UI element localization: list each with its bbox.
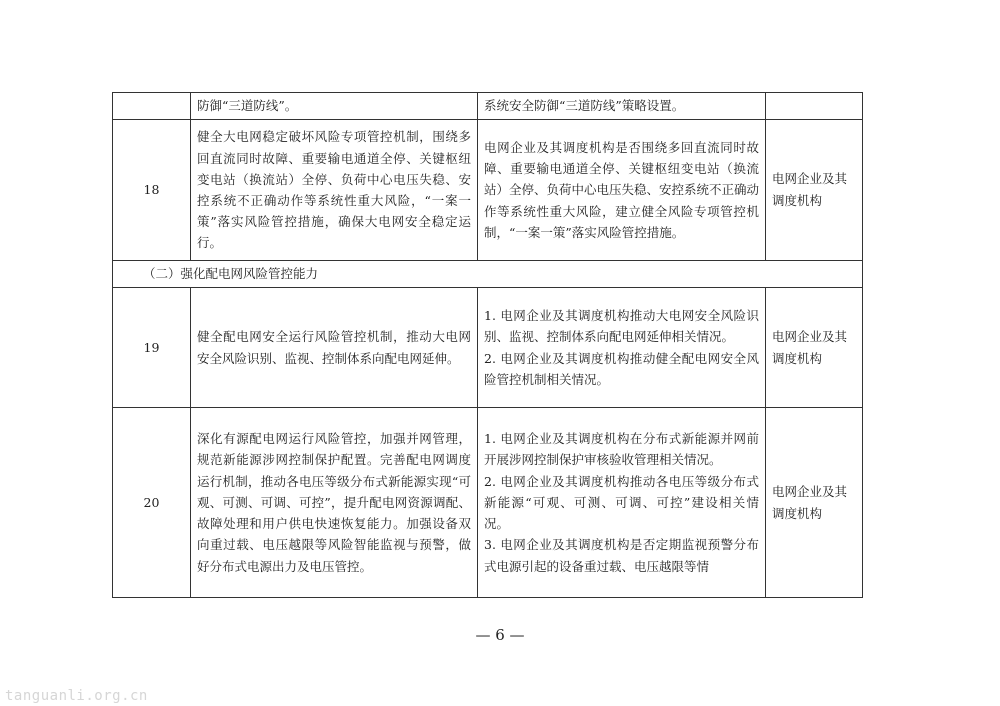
check-item: 3. 电网企业及其调度机构是否定期监视预警分布式电源引起的设备重过载、电压越限等情 [484, 537, 759, 574]
inspection-table [112, 92, 863, 598]
check-cell [478, 288, 766, 408]
page-number: — 6 — [475, 626, 525, 644]
check-item: 1. 电网企业及其调度机构推动大电网安全风险识别、监视、控制体系向配电网延伸相关情况。 [484, 308, 759, 345]
responsible-cell: 电网企业及其调度机构 [766, 288, 863, 408]
row-number: 19 [113, 288, 191, 408]
row-number: 20 [113, 408, 191, 598]
check-cell [478, 408, 766, 598]
check-item: 1. 电网企业及其调度机构在分布式新能源并网前开展涉网控制保护审核验收管理相关情况。 [484, 431, 759, 468]
responsible-cell [766, 93, 863, 120]
check-item: 2. 电网企业及其调度机构推动各电压等级分布式新能源“可观、可测、可调、可控”建设相关情况。 [484, 473, 759, 532]
row-number: 18 [113, 120, 191, 261]
check-cell [478, 93, 766, 120]
section-title: （二）强化配电网风险管控能力 [113, 261, 863, 288]
measure-cell: 健全大电网稳定破坏风险专项管控机制，围绕多回直流同时故障、重要输电通道全停、关键枢纽变电站（换流站）全停、负荷中心电压失稳、安控系统不正确动作等系统性重大风险，“一案一策”落实风险管控措施，确保大电网安全稳定运行。 [191, 120, 478, 261]
measure-cell: 健全配电网安全运行风险管控机制，推动大电网安全风险识别、监视、控制体系向配电网延伸。 [191, 288, 478, 408]
responsible-cell: 电网企业及其调度机构 [766, 120, 863, 261]
table-row [113, 120, 863, 261]
measure-cell: 深化有源配电网运行风险管控，加强并网管理，规范新能源涉网控制保护配置。完善配电网调度运行机制，推动各电压等级分布式新能源实现“可观、可测、可调、可控”，提升配电网资源调配、故障处理和用户供电快速恢复能力。加强设备双向重过载、电压越限等风险智能监视与预警，做好分布式电源出力及电压管控。 [191, 408, 478, 598]
responsible-cell: 电网企业及其调度机构 [766, 408, 863, 598]
table-row [113, 408, 863, 598]
table-row [113, 288, 863, 408]
check-item: 电网企业及其调度机构是否围绕多回直流同时故障、重要输电通道全停、关键枢纽变电站（换流站）全停、负荷中心电压失稳、安控系统不正确动作等系统性重大风险，建立健全风险专项管控机制，“一案一策”落实风险管控措施。 [484, 139, 760, 240]
watermark: tanguanli.org.cn [5, 688, 148, 704]
row-number [113, 93, 191, 120]
check-item: 2. 电网企业及其调度机构推动健全配电网安全风险管控机制相关情况。 [484, 350, 759, 387]
section-row [113, 261, 863, 288]
table-row [113, 93, 863, 120]
check-cell [478, 120, 766, 261]
measure-cell: 防御“三道防线”。 [191, 93, 478, 120]
check-item: 系统安全防御“三道防线”策略设置。 [484, 98, 685, 114]
